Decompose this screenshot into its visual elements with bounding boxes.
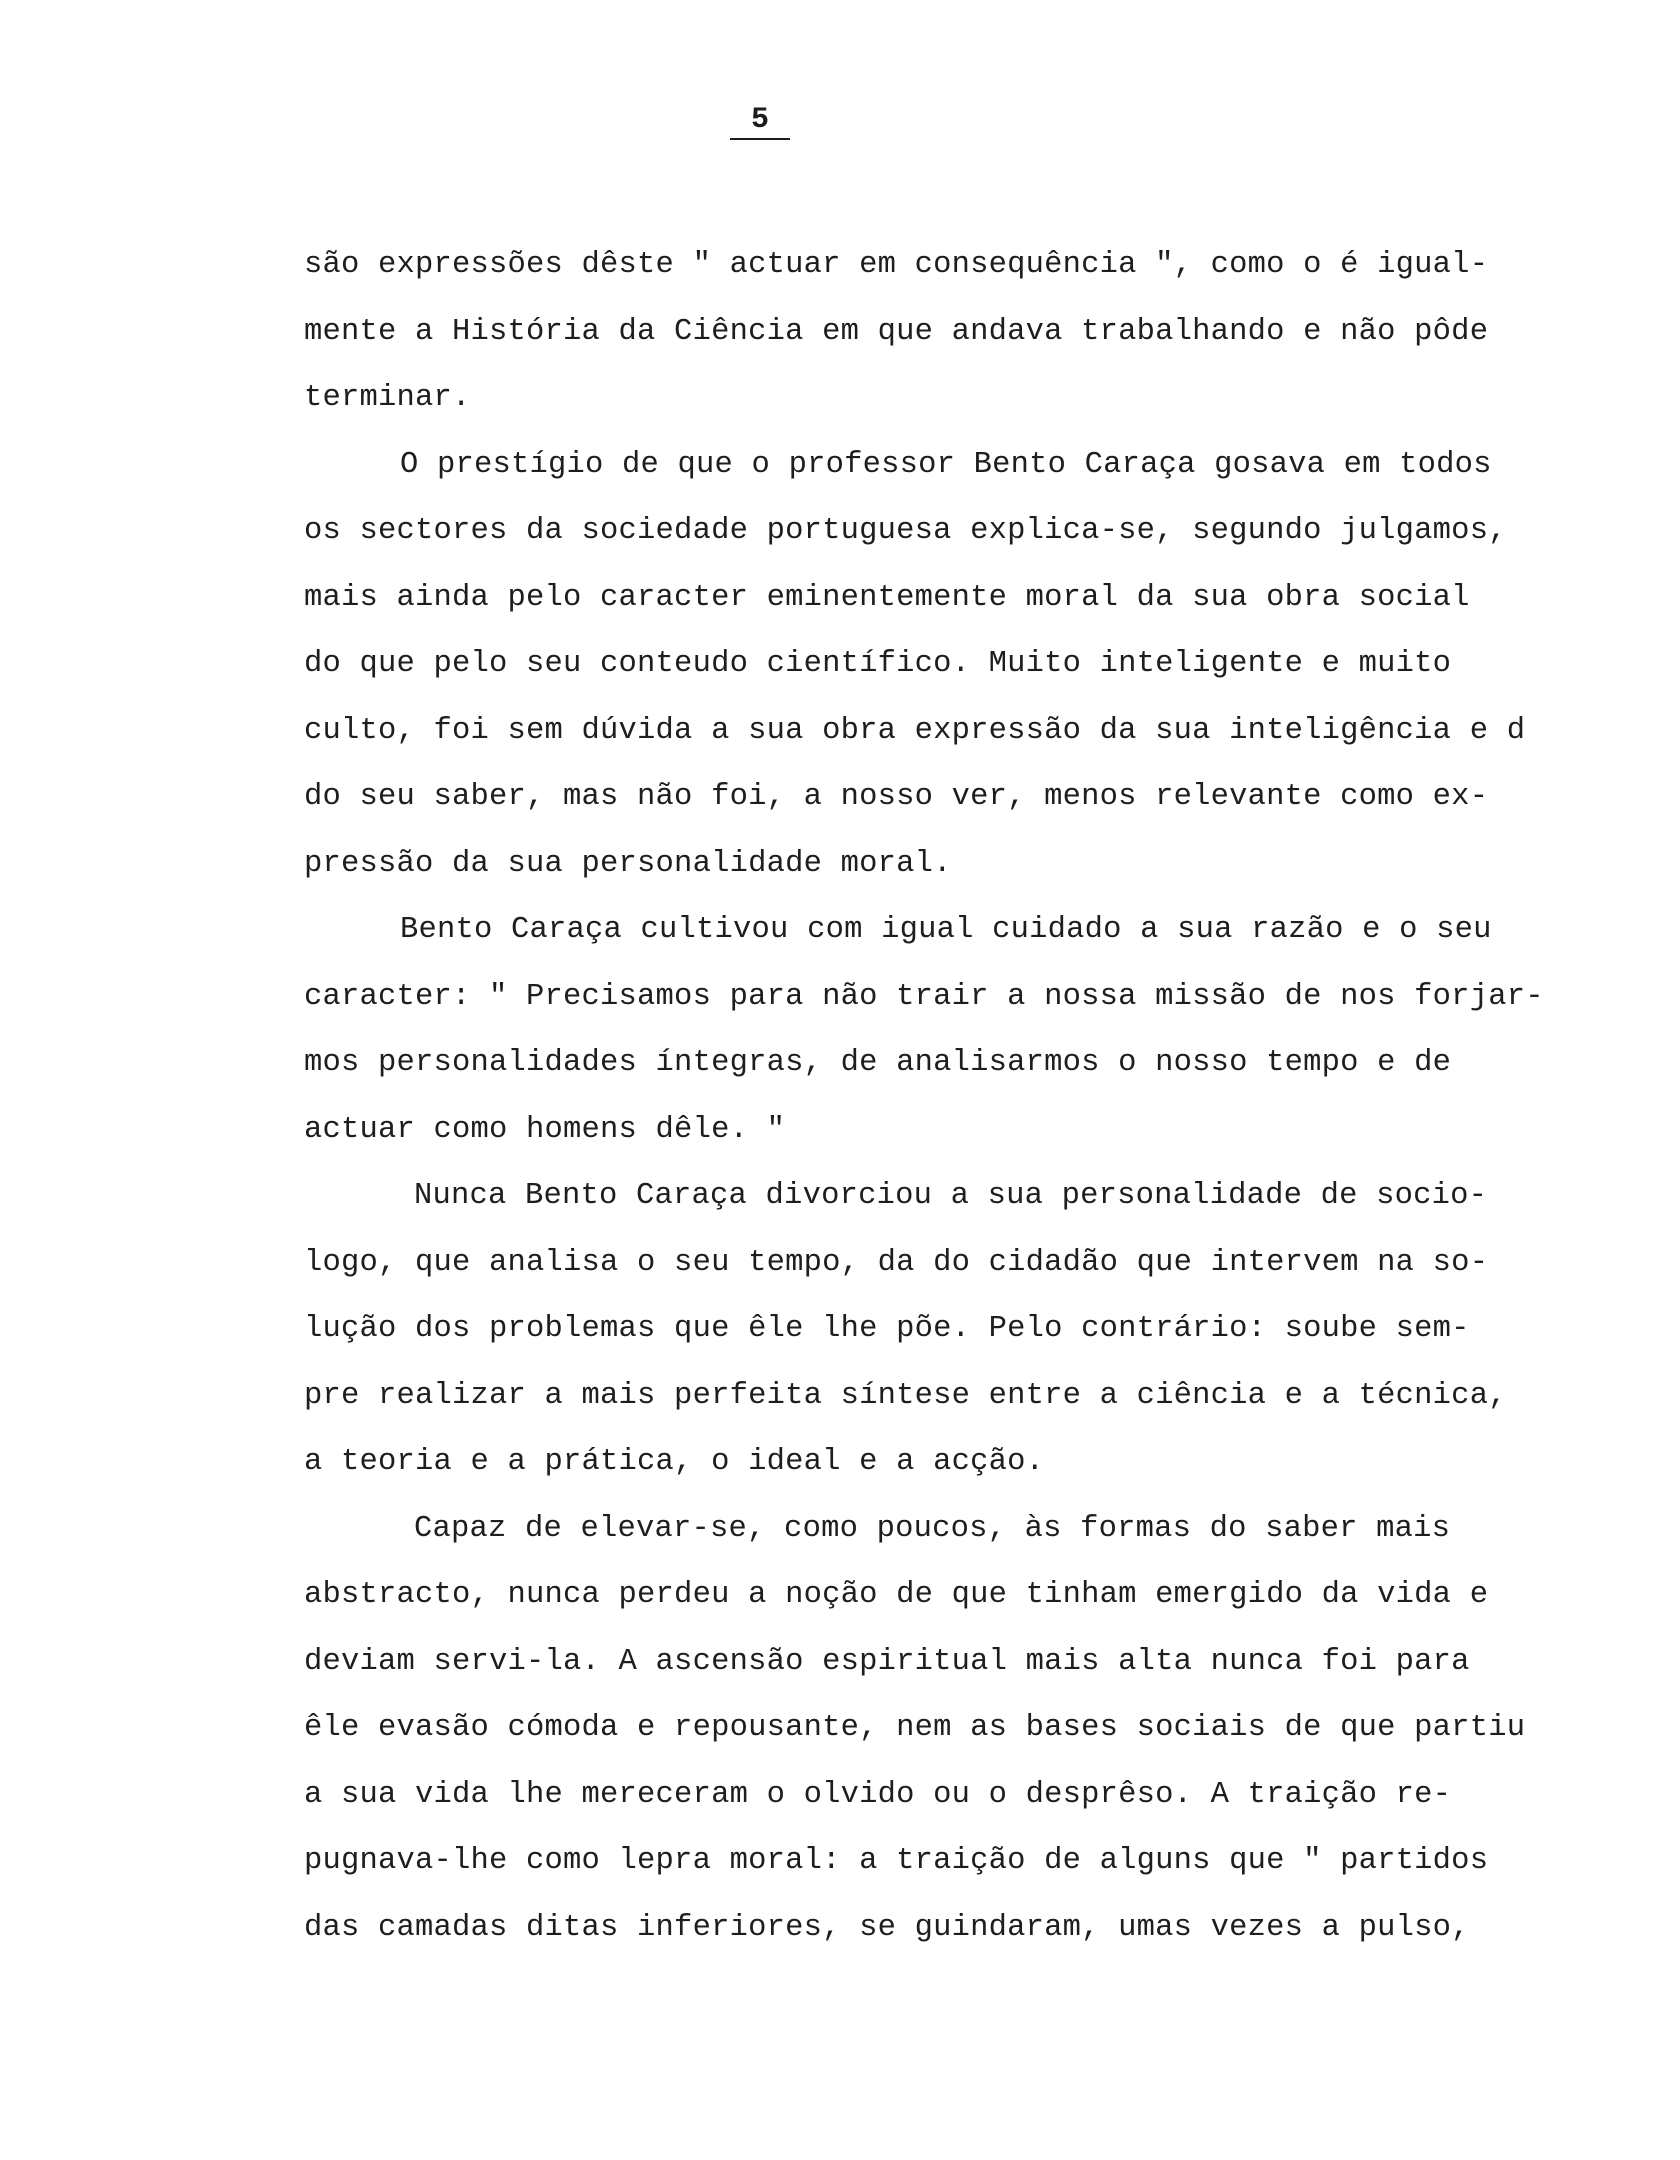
text-line: a sua vida lhe mereceram o olvido ou o desprêso. A traição re- — [304, 1777, 1452, 1812]
text-line: pressão da sua personalidade moral. — [304, 846, 952, 881]
text-line: das camadas ditas inferiores, se guindaram, umas vezes a pulso, — [304, 1910, 1470, 1945]
paragraph-start-line: Capaz de elevar-se, como poucos, às formas do saber mais — [414, 1511, 1451, 1546]
text-line: lução dos problemas que êle lhe põe. Pelo contrário: soube sem- — [304, 1312, 1470, 1346]
body-text — [304, 232, 1644, 1961]
paragraph-start-line: O prestígio de que o professor Bento Caraça gosava em todos — [400, 447, 1492, 482]
text-line: os sectores da sociedade portuguesa explica-se, segundo julgamos, — [304, 514, 1507, 548]
text-line: culto, foi sem dúvida a sua obra expressão da sua inteligência e d — [304, 713, 1526, 748]
text-line: deviam servi-la. A ascensão espiritual mais alta nunca foi para — [304, 1644, 1470, 1679]
text-line: caracter: " Precisamos para não trair a nossa missão de nos forjar- — [304, 979, 1544, 1014]
page-number: 5 — [730, 104, 790, 140]
text-line: mos personalidades íntegras, de analisarmos o nosso tempo e de — [304, 1046, 1452, 1080]
text-line: logo, que analisa o seu tempo, da do cidadão que intervem na so- — [304, 1245, 1489, 1280]
text-line: abstracto, nunca perdeu a noção de que tinham emergido da vida e — [304, 1578, 1489, 1612]
text-line: do seu saber, mas não foi, a nosso ver, menos relevante como ex- — [304, 780, 1489, 814]
text-line: êle evasão cómoda e repousante, nem as bases sociais de que partiu — [304, 1711, 1526, 1745]
paragraph-start-line: Bento Caraça cultivou com igual cuidado a sua razão e o seu — [400, 913, 1492, 947]
text-line: são expressões dêste " actuar em consequência ", como o é igual- — [304, 248, 1489, 282]
text-line: pre realizar a mais perfeita síntese entre a ciência e a técnica, — [304, 1378, 1507, 1413]
text-line: pugnava-lhe como lepra moral: a traição de alguns que " partidos — [304, 1844, 1489, 1878]
text-line: mais ainda pelo caracter eminentemente moral da sua obra social — [304, 580, 1470, 615]
text-line: do que pelo seu conteudo científico. Muito inteligente e muito — [304, 647, 1452, 681]
text-line: mente a História da Ciência em que andava trabalhando e não pôde — [304, 314, 1489, 349]
text-line: terminar. — [304, 381, 471, 415]
text-line: actuar como homens dêle. " — [304, 1112, 786, 1147]
text-line: a teoria e a prática, o ideal e a acção. — [304, 1445, 1045, 1479]
paragraph-start-line: Nunca Bento Caraça divorciou a sua personalidade de socio- — [414, 1179, 1488, 1213]
